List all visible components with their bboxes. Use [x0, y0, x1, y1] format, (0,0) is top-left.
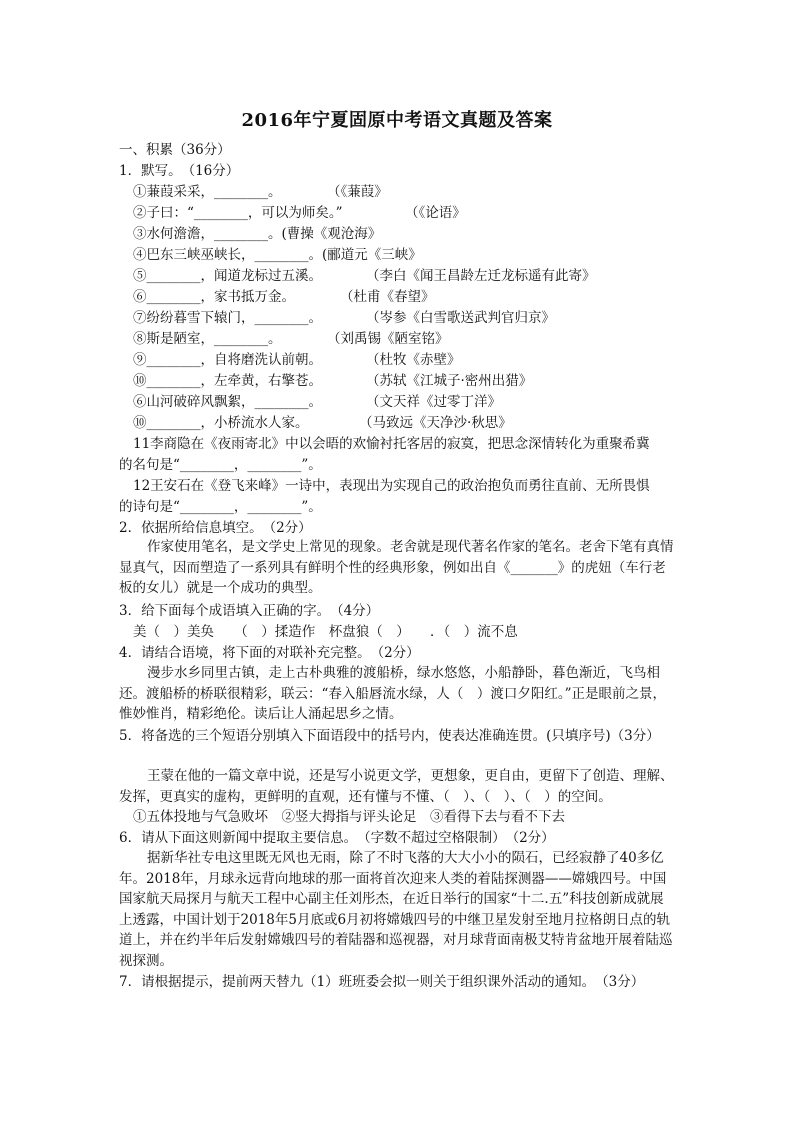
dictation-source: （杜牧《赤壁》 — [366, 352, 461, 368]
page-title: 2016年宁夏固原中考语文真题及答案 — [241, 110, 553, 131]
section-heading: 一、积累（36分） — [119, 142, 231, 158]
question-11-line: 11李商隐在《夜雨寄北》中以会晤的欢愉衬托客居的寂寞，把思念深情转化为重聚希冀 — [133, 436, 650, 452]
question-5-heading: 5．将备选的三个短语分别填入下面语段中的括号内，使表达准确连贯。(只填序号)（3分） — [119, 728, 660, 744]
question-5-body: 王蒙在他的一篇文章中说，还是写小说更文学，更想象，更自由，更留下了创造、理解、发挥，更真实的虚构，更鲜明的直观，还有懂与不懂、（ ）、（ ）、（ ）的空间。 — [119, 768, 674, 805]
question-7-heading: 7．请根据提示，提前两天替九（1）班班委会拟一则关于组织课外活动的通知。 （3分） — [119, 974, 645, 990]
question-12-line: 12王安石在《登飞来峰》一诗中，表现出为实现自己的政治抱负而勇往直前、无所畏惧 — [133, 478, 650, 494]
question-4-body: 漫步水乡同里古镇，走上古朴典雅的渡船桥，绿水悠悠，小船静卧，暮色渐近，飞鸟相还。渡船桥的桥联很精彩，联云：“春入船唇流水绿，人（ ）渡口夕阳红。”正是眼前之景，惟妙惟肖，精彩绝伦。读后让人涌起思乡之情。 — [119, 665, 667, 723]
question-3-heading: 3．给下面每个成语填入正确的字。 （4分） — [119, 603, 380, 619]
dictation-source: （《蒹葭》 — [327, 184, 388, 200]
dictation-item: ⑦纷纷暮雪下辕门，________。 — [133, 310, 322, 326]
dictation-source: （文天祥《过零丁洋》 — [366, 394, 501, 410]
dictation-item: ①蒹葭采采，________。 — [133, 184, 282, 200]
dictation-item: ②子曰：“________，可以为师矣。” — [133, 205, 343, 221]
question-6-heading: 6．请从下面这则新闻中提取主要信息。 （字数不超过空格限制） （2分） — [119, 830, 555, 846]
question-3-body: 美（ ）美奂 （ ）揉造作 杯盘狼（ ） ．（ ）流不息 — [133, 624, 518, 640]
dictation-source: （杜甫《春望》 — [340, 289, 435, 305]
question-5-options: ①五体投地与气急败坏 ②竖大拇指与评头论足 ③看得下去与看不下去 — [133, 809, 565, 825]
dictation-source: （《论语》 — [405, 205, 466, 221]
dictation-item: ⑧斯是陋室，________。 — [133, 331, 282, 347]
dictation-item: ④巴东三峡巫峡长，________。(郦道元《三峡》 — [133, 247, 422, 263]
dictation-source: （苏轼《江城子·密州出猎》 — [366, 373, 533, 389]
dictation-source: （岑参《白雪歌送武判官归京》 — [366, 310, 555, 326]
dictation-source: （李白《闻王昌龄左迁龙标遥有此寄》 — [366, 268, 596, 284]
question-11-line: 的名句是“________，________”。 — [119, 457, 322, 473]
question-4-heading: 4．请结合语境，将下面的对联补充完整。 （2分） — [119, 645, 420, 661]
dictation-item: ⑨________，自将磨洗认前朝。 — [133, 352, 322, 368]
question-2-body: 作家使用笔名，是文学史上常见的现象。老舍就是现代著名作家的笔名。老舍下笔有真情显真气，因而塑造了一系列具有鲜明个性的经典形象，例如出自《_______》的虎妞（车行老板的女儿）就是一个成功的典型。 — [119, 539, 674, 597]
dictation-item: ⑩________，左牵黄，右擎苍。 — [133, 373, 322, 389]
dictation-item: ⑥________，家书抵万金。 — [133, 289, 295, 305]
question-6-body: 据新华社专电这里既无风也无雨，除了不时飞落的大大小小的陨石，已经寂静了40多亿年。2018年，月球永远背向地球的那一面将首次迎来人类的着陆探测器——嫦娥四号。中国国家航天局探月与航天工程中心副主任刘彤杰，在近日举行的国家“十二.五”科技创新成就展上透露，中国计划于2018年5月底或6月初将嫦娥四号的中继卫星发射至地月拉格朗日点的轨道上，并在约半年后发射嫦娥四号的着陆器和巡视器，对月球背面南极艾特肯盆地开展着陆巡视探测。 — [119, 850, 673, 969]
dictation-item: ③水何澹澹，________。(曹操《观沧海》 — [133, 226, 382, 242]
dictation-source: （马致远《天净沙·秋思》 — [359, 415, 512, 431]
dictation-item: ⑩________，小桥流水人家。 — [133, 415, 309, 431]
dictation-item: ⑥山河破碎风飘絮，________。 — [133, 394, 322, 410]
question-12-line: 的诗句是“________，________”。 — [119, 499, 322, 515]
dictation-item: ⑤________，闻道龙标过五溪。 — [133, 268, 322, 284]
question-1-heading: 1．默写。 （16分） — [119, 163, 240, 179]
question-2-heading: 2．依据所给信息填空。 （2分） — [119, 520, 312, 536]
dictation-source: （刘禹锡《陋室铭》 — [327, 331, 449, 347]
